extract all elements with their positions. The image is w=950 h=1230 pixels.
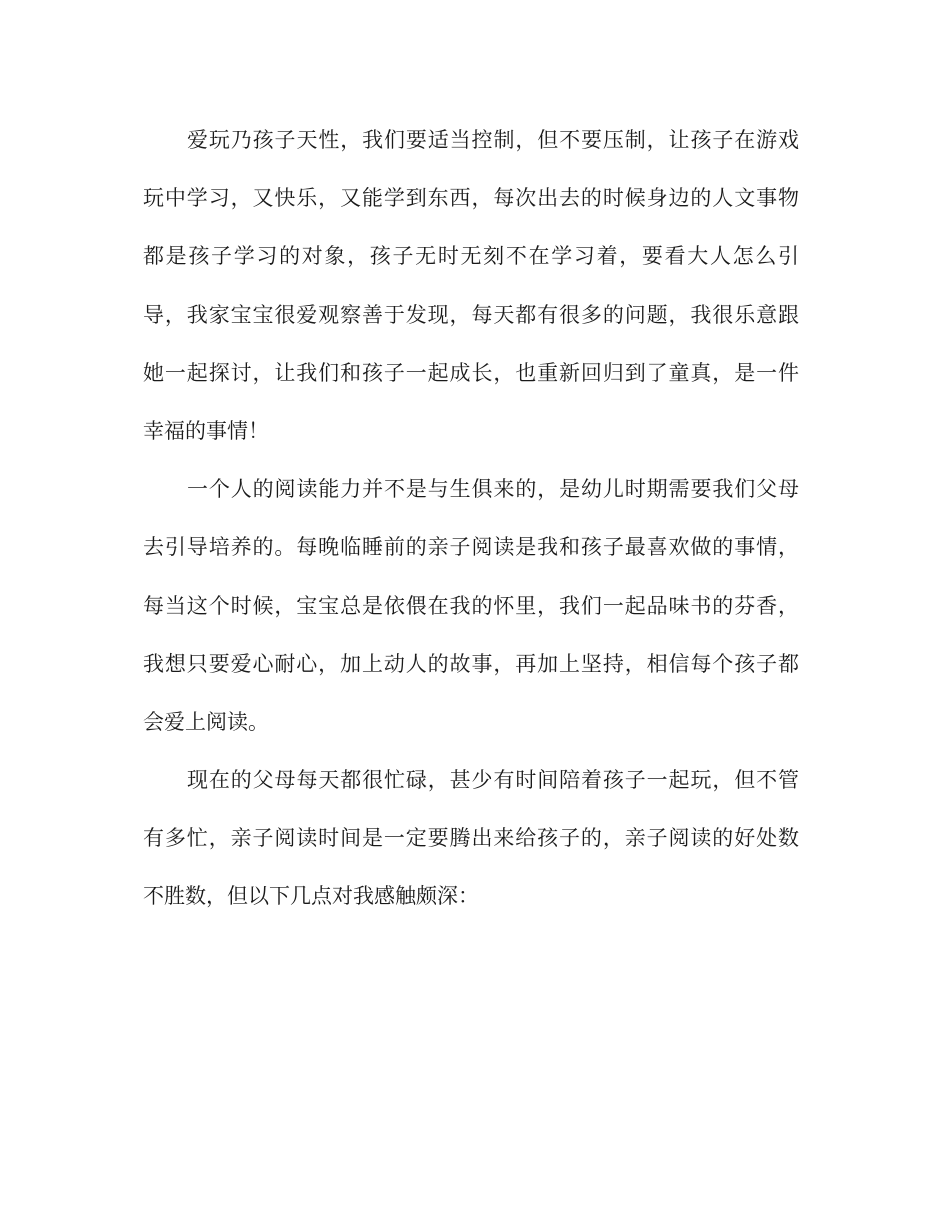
- paragraph-line: 爱玩乃孩子天性，我们要适当控制，但不要压制，让孩子在游戏: [187, 128, 799, 152]
- paragraph-line: 她一起探讨，让我们和孩子一起成长，也重新回归到了童真，是一件: [143, 360, 799, 385]
- paragraph-1: [143, 120, 799, 469]
- document-body: [143, 120, 799, 935]
- paragraph-3: [143, 760, 799, 935]
- paragraph-line: 不胜数，但以下几点对我感触颇深：: [143, 884, 479, 909]
- paragraph-line: 去引导培养的。每晚临睡前的亲子阅读是我和孩子最喜欢做的事情，: [143, 535, 799, 560]
- paragraph-line: 会爱上阅读。: [143, 709, 269, 734]
- paragraph-line: 玩中学习，又快乐，又能学到东西，每次出去的时候身边的人文事物: [143, 186, 799, 211]
- paragraph-line: 有多忙，亲子阅读时间是一定要腾出来给孩子的，亲子阅读的好处数: [143, 826, 799, 851]
- paragraph-2: [143, 469, 799, 760]
- paragraph-line: 我想只要爱心耐心，加上动人的故事，再加上坚持，相信每个孩子都: [143, 651, 799, 676]
- paragraph-line: 都是孩子学习的对象，孩子无时无刻不在学习着，要看大人怎么引: [143, 244, 799, 269]
- paragraph-line: 现在的父母每天都很忙碌，甚少有时间陪着孩子一起玩，但不管: [187, 768, 799, 793]
- paragraph-line: 导，我家宝宝很爱观察善于发现，每天都有很多的问题，我很乐意跟: [143, 302, 799, 327]
- paragraph-line: 幸福的事情！: [143, 418, 269, 443]
- paragraph-line: 每当这个时候，宝宝总是依偎在我的怀里，我们一起品味书的芬香，: [143, 593, 799, 618]
- paragraph-line: 一个人的阅读能力并不是与生俱来的，是幼儿时期需要我们父母: [187, 477, 799, 502]
